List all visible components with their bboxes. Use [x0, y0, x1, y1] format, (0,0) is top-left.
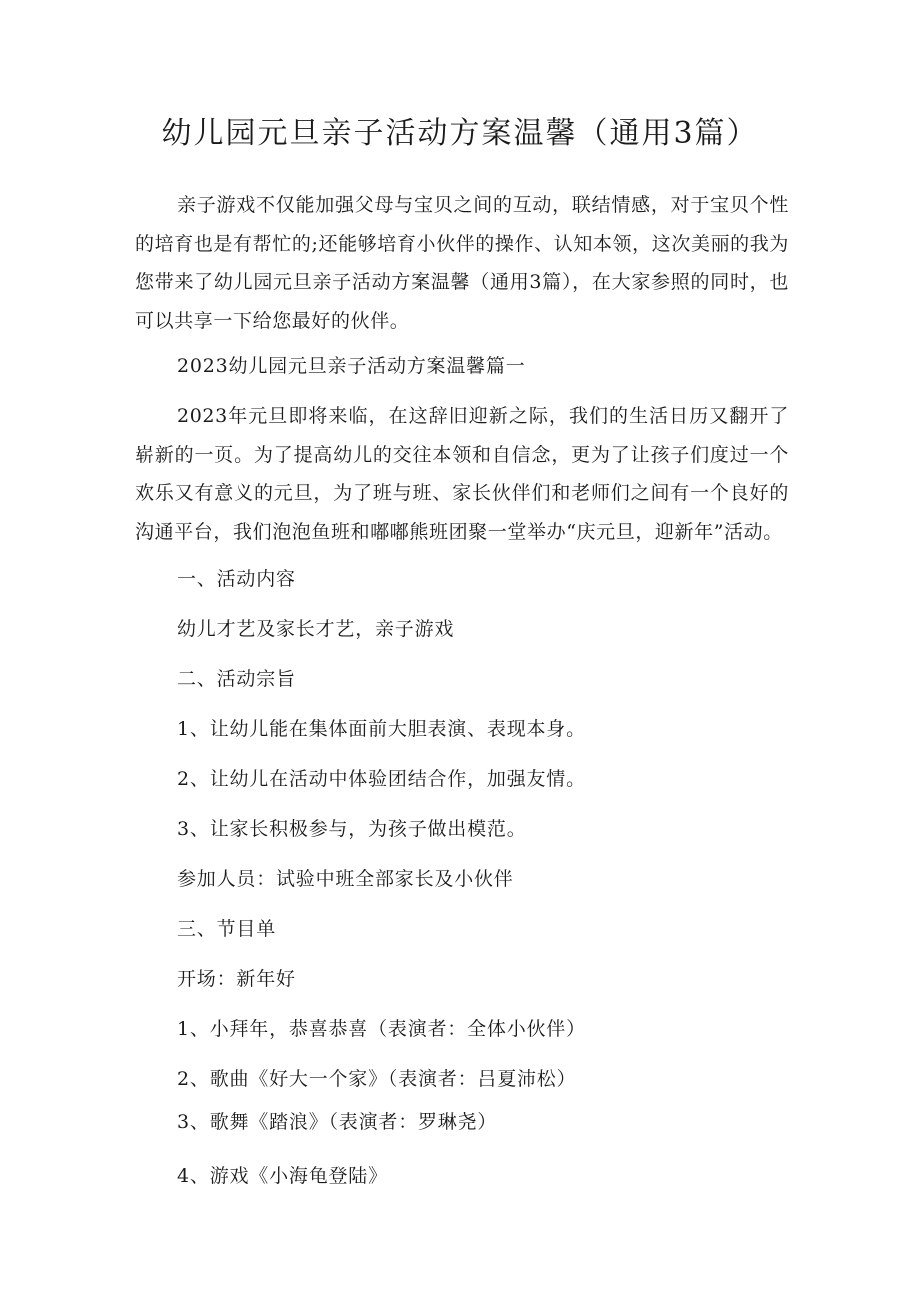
program-item-4: 4、游戏《小海龟登陆》: [177, 1165, 388, 1187]
program-opening: 开场：新年好: [177, 968, 296, 990]
heading-program-list: 三、节目单: [177, 918, 277, 940]
program-item-2: 2、歌曲《好大一个家》（表演者：吕夏沛松）: [177, 1068, 577, 1090]
intro-paragraph: 亲子游戏不仅能加强父母与宝贝之间的互动，联结情感，对于宝贝个性的培育也是有帮忙的;还能够培育小伙伴的操作、认知本领，这次美丽的我为您带来了幼儿园元旦亲子活动方案温馨（通用3篇），在大家参照的同时，也可以共享一下给您最好的伙伴。: [135, 194, 789, 332]
purpose-item-3: 3、让家长积极参与，为孩子做出模范。: [177, 818, 527, 840]
body-paragraph: 2023年元旦即将来临，在这辞旧迎新之际，我们的生活日历又翻开了崭新的一页。为了提高幼儿的交往本领和自信念，更为了让孩子们度过一个欢乐又有意义的元旦，为了班与班、家长伙伴们和老师们之间有一个良好的沟通平台，我们泡泡鱼班和嘟嘟熊班团聚一堂举办“庆元旦，迎新年”活动。: [135, 405, 789, 543]
purpose-item-2: 2、让幼儿在活动中体验团结合作，加强友情。: [177, 768, 586, 790]
document-title: 幼儿园元旦亲子活动方案温馨（通用3篇）: [161, 116, 759, 151]
program-item-3: 3、歌舞《踏浪》（表演者：罗琳尧）: [177, 1111, 498, 1133]
heading-activity-content: 一、活动内容: [177, 568, 296, 590]
activity-content-text: 幼儿才艺及家长才艺，亲子游戏: [177, 618, 455, 640]
program-item-1: 1、小拜年，恭喜恭喜（表演者：全体小伙伴）: [177, 1018, 586, 1040]
section-heading: 2023幼儿园元旦亲子活动方案温馨篇一: [177, 355, 526, 377]
purpose-item-1: 1、让幼儿能在集体面前大胆表演、表现本身。: [177, 718, 586, 740]
participants-text: 参加人员：试验中班全部家长及小伙伴: [177, 868, 514, 890]
heading-activity-purpose: 二、活动宗旨: [177, 668, 296, 690]
